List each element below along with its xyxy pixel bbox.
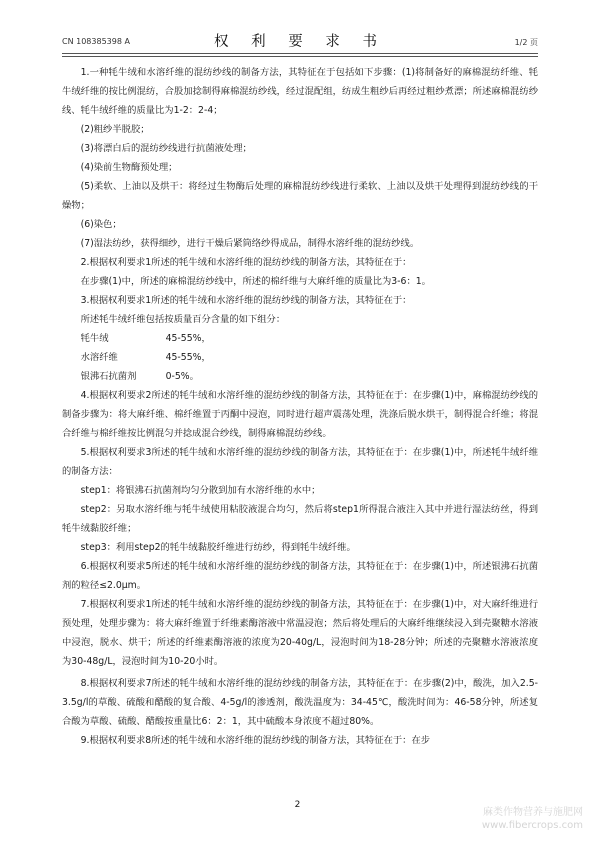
watermark xyxy=(482,806,583,832)
header-rule-bottom xyxy=(62,56,538,57)
page-header xyxy=(62,28,538,50)
claim-5-step-1: step1：将银沸石抗菌剂均匀分散到加有水溶纤维的水中； xyxy=(80,485,321,496)
component-name: 银沸石抗菌剂 xyxy=(80,371,137,382)
claim-2: 2.根据权利要求1所述的牦牛绒和水溶纤维的混纺纱线的制备方法，其特征在于： xyxy=(80,257,412,268)
watermark-url: www.fibercrops.com xyxy=(481,820,583,831)
claim-1-step-5: (5)柔软、上油以及烘干：将经过生物酶后处理的麻棉混纺纱线进行柔软、上油以及烘干处理得到混纺纱线的干燥物； xyxy=(62,181,538,211)
claim-5: 5.根据权利要求3所述的牦牛绒和水溶纤维的混纺纱线的制备方法，其特征在于：在步骤(1)中，所述牦牛绒纤维的制备方法： xyxy=(62,447,538,477)
claims-body xyxy=(62,63,538,750)
component-value: 45-55%， xyxy=(165,333,211,344)
claim-4: 4.根据权利要求2所述的牦牛绒和水溶纤维的混纺纱线的制备方法，其特征在于：在步骤(1)中，麻棉混纺纱线的制备步骤为：将大麻纤维、棉纤维置于丙酮中浸泡，同时进行超声震荡处理，洗涤后脱水烘干，制得混合纤维；将混合纤维与棉纤维按比例混匀并捻成混合纱线，制得麻棉混纺纱线。 xyxy=(62,390,538,439)
header-rule-top xyxy=(62,53,538,54)
component-value: 45-55%， xyxy=(165,352,211,363)
claim-5-step-2: step2：另取水溶纤维与牦牛绒使用粘胶液混合均匀，然后将step1所得混合液注入其中并进行湿法纺丝，得到牦牛绒黏胶纤维； xyxy=(62,504,538,534)
component-name: 牦牛绒 xyxy=(80,333,109,344)
watermark-title: 麻类作物营养与施肥网 xyxy=(483,807,583,818)
claim-3-detail: 所述牦牛绒纤维包括按质量百分含量的如下组分： xyxy=(80,314,286,325)
claim-5-step-3: step3：利用step2的牦牛绒黏胶纤维进行纺纱，得到牦牛绒纤维。 xyxy=(80,542,356,553)
page-number: 2 xyxy=(294,800,301,810)
claim-6: 6.根据权利要求5所述的牦牛绒和水溶纤维的混纺纱线的制备方法，其特征在于：在步骤(1)中，所述银沸石抗菌剂的粒径≤2.0μm。 xyxy=(62,561,538,591)
claim-1-step-2: (2)粗纱半脱胶； xyxy=(80,124,150,135)
claim-7: 7.根据权利要求1所述的牦牛绒和水溶纤维的混纺纱线的制备方法，其特征在于：在步骤(1)中，对大麻纤维进行预处理，处理步骤为：将大麻纤维置于纤维素酶溶液中常温浸泡；然后将处理后的大麻纤维继续浸入到壳聚糖水溶液中浸泡，脱水、烘干；所述的纤维素酶溶液的浓度为20-40g/L，浸泡时间为18-28分钟；所述的壳聚糖水溶液浓度为30-48g/L，浸泡时间为10-20小时。 xyxy=(62,599,538,667)
component-name: 水溶纤维 xyxy=(80,352,118,363)
claim-1-step-6: (6)染色； xyxy=(80,219,122,230)
claim-2-detail: 在步骤(1)中，所述的麻棉混纺纱线中，所述的棉纤维与大麻纤维的质量比为3-6：1。 xyxy=(80,276,431,287)
composition-row xyxy=(81,329,538,348)
claim-1-step-4: (4)染前生物酶预处理； xyxy=(80,162,178,173)
claim-1: 1.一种牦牛绒和水溶纤维的混纺纱线的制备方法，其特征在于包括如下步骤：(1)将制备好的麻棉混纺纤维、牦牛绒纤维的按比例混纺，合股加捻制得麻棉混纺纱线，经过混配组，纺成生粗纱后再经过粗纱煮漂；所述麻棉混纺纱线、牦牛绒纤维的质量比为1-2：2-4； xyxy=(62,67,538,116)
component-value: 0-5%。 xyxy=(165,371,199,382)
page-indicator: 1/2 页 xyxy=(514,38,538,47)
document-title: 权 利 要 求 书 xyxy=(214,34,386,50)
publication-number: CN 108385398 A xyxy=(62,37,130,46)
claim-1-step-3: (3)将漂白后的混纺纱线进行抗菌液处理； xyxy=(80,143,252,154)
claim-8: 8.根据权利要求7所述的牦牛绒和水溶纤维的混纺纱线的制备方法，其特征在于：在步骤(2)中，酸洗，加入2.5-3.5g/l的草酸、硫酸和醋酸的复合酸、4-5g/l的渗透剂，酸洗温度为：34-45℃，酸洗时间为：46-58分钟，所述复合酸为草酸、硫酸、醋酸按重量比6：2：1，其中硫酸本身浓度不超过80%。 xyxy=(62,678,538,727)
claim-3: 3.根据权利要求1所述的牦牛绒和水溶纤维的混纺纱线的制备方法，其特征在于： xyxy=(80,295,412,306)
composition-row xyxy=(81,367,538,386)
claim-1-step-7: (7)湿法纺纱，获得细纱，进行干燥后紧筒络纱得成品，制得水溶纤维的混纺纱线。 xyxy=(80,238,420,249)
claim-9: 9.根据权利要求8所述的牦牛绒和水溶纤维的混纺纱线的制备方法，其特征在于：在步 xyxy=(80,735,431,746)
composition-row xyxy=(81,348,538,367)
